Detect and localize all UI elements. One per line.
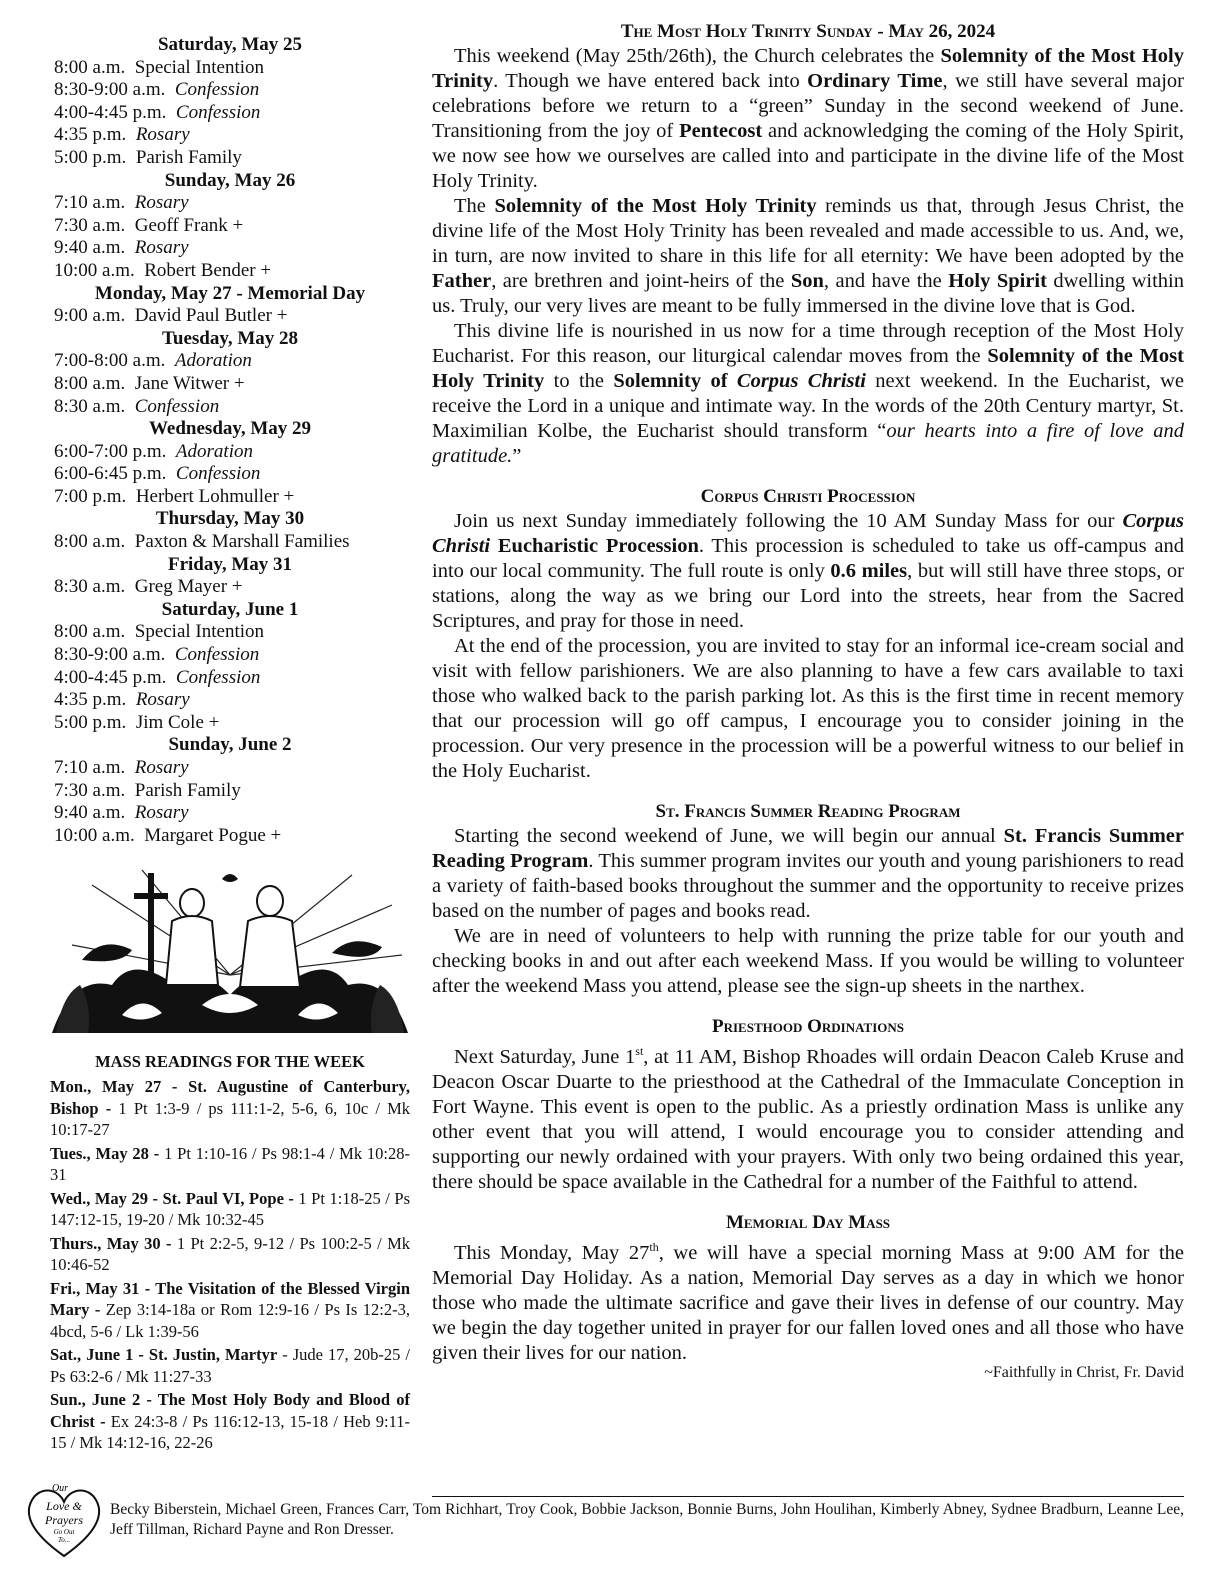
schedule-time: 8:30 a.m.: [54, 395, 126, 417]
schedule-entry: [50, 373, 410, 396]
logo-text-prayers: Prayers: [45, 1513, 83, 1527]
schedule-intention: David Paul Butler +: [134, 305, 288, 327]
schedule-intention: Rosary: [135, 124, 190, 146]
schedule-entry: [50, 486, 410, 509]
schedule-time: 4:00-4:45 p.m.: [54, 666, 167, 688]
schedule-intention: Rosary: [134, 192, 189, 214]
reading-day: Sat., June 1 - St. Justin, Martyr: [50, 1345, 278, 1365]
reading-program-title: St. Francis Summer Reading Program: [655, 801, 961, 822]
schedule-entry: [50, 215, 410, 238]
schedule-entry: [50, 441, 410, 464]
schedule-intention: Adoration: [174, 350, 252, 372]
schedule-intention: Confession: [175, 101, 261, 123]
reading-citations: Zep 3:14-18a or Rom 12:9-16 / Ps Is 12:2-3, 4bcd, 5-6 / Lk 1:39-56: [50, 1300, 410, 1341]
reading-citations: 1 Pt 1:3-9 / ps 111:1-2, 5-6, 6, 10c / Mk 10:17-27: [50, 1098, 411, 1140]
readings-title: MASS READINGS FOR THE WEEK: [95, 1052, 365, 1072]
schedule-time: 6:00-7:00 p.m.: [54, 440, 167, 462]
memorial-paragraph: This Monday, May 27th, we will have a special morning Mass at 9:00 AM for the Memorial Day Holiday. As a nation, Memorial Day serves as a day in which we honor those who made the ultimate sacrifice and gave their lives in defense of our country. May we begin the day together united in prayer for our fallen loved ones and all those who have given their lives for our nation.: [432, 1239, 1184, 1364]
schedule-time: 8:30-9:00 a.m.: [54, 79, 166, 101]
schedule-entry: [50, 576, 410, 599]
reading-day: Fri., May 31 - The Visitation of the Blessed Virgin Mary -: [50, 1278, 410, 1320]
schedule-day-heading: Tuesday, May 28: [161, 327, 299, 349]
schedule-time: 7:30 a.m.: [54, 779, 126, 801]
logo-text-to: To...: [57, 1536, 71, 1544]
schedule-time: 7:10 a.m.: [54, 757, 126, 778]
schedule-intention: Jim Cole +: [135, 711, 220, 733]
logo-text-our: Our: [51, 1483, 69, 1494]
reading-day: Mon., May 27 - St. Augustine of Canterbury, Bishop -: [50, 1077, 410, 1118]
schedule-day-heading: Monday, May 27 - Memorial Day: [94, 282, 366, 304]
reading-citations: Ex 24:3-8 / Ps 116:12-13, 15-18 / Heb 9:11-15 / Mk 14:12-16, 22-26: [50, 1411, 411, 1453]
schedule-entry: [50, 396, 410, 419]
procession-paragraph-1: Join us next Sunday immediately following the 10 AM Sunday Mass for our Corpus Christi Eucharistic Procession. This procession is scheduled to take us off-campus and into our local community. The full route is only 0.6 miles, but will still have three stops, or stations, along the way as we bring our Lord into the streets, hear from the Sacred Scriptures, and pray for those in need.: [432, 510, 1184, 632]
left-column: [50, 34, 410, 1454]
mass-schedule: [50, 34, 410, 847]
schedule-intention: Parish Family: [134, 779, 241, 801]
heart-logo-icon: [20, 1480, 108, 1560]
reading-citations: 1 Pt 2:2-5, 9-12 / Ps 100:2-5 / Mk 10:46-52: [50, 1233, 411, 1275]
schedule-intention: Robert Bender +: [144, 259, 272, 281]
footer-divider: [432, 1496, 1184, 1497]
schedule-time: 9:00 a.m.: [54, 305, 126, 327]
reading-item: [50, 1143, 410, 1186]
schedule-time: 8:00 a.m.: [54, 56, 126, 78]
right-column: [432, 20, 1184, 1382]
reading-item: [50, 1233, 410, 1276]
schedule-entry: [50, 802, 410, 825]
schedule-entry: [50, 124, 410, 147]
schedule-time: 5:00 p.m.: [54, 711, 127, 733]
schedule-time: 5:00 p.m.: [54, 146, 127, 168]
schedule-intention: Rosary: [134, 237, 189, 259]
schedule-entry: [50, 237, 410, 260]
schedule-time: 8:00 a.m.: [54, 531, 126, 553]
schedule-intention: Special Intention: [134, 56, 265, 78]
reading-day: Wed., May 29 - St. Paul VI, Pope -: [50, 1188, 294, 1208]
logo-text-go-out: Go Out: [53, 1528, 75, 1536]
logo-text-love: Love &: [46, 1499, 82, 1513]
ordinations-paragraph: Next Saturday, June 1st, at 11 AM, Bishop Rhoades will ordain Deacon Caleb Kruse and Deacon Oscar Duarte to the priesthood at the Cathedral of the Immaculate Conception in Fort Wayne. This event is open to the public. As a priestly ordination Mass is unlike any other event that you will attend, I would encourage you to consider attending and supporting our newly ordained with your prayers. With only two being ordained this year, there should be space available in the Cathedral for a number of the Faithful to attend.: [432, 1044, 1184, 1193]
schedule-entry: [50, 757, 410, 780]
schedule-entry: [50, 57, 410, 80]
reading-item: [50, 1278, 410, 1343]
schedule-entry: [50, 463, 410, 486]
schedule-entry: [50, 667, 410, 690]
schedule-time: 7:00-8:00 a.m.: [54, 350, 166, 372]
schedule-intention: Confession: [175, 463, 261, 485]
schedule-entry: [50, 531, 410, 554]
signature: ~Faithfully in Christ, Fr. David: [984, 1363, 1184, 1381]
schedule-time: 7:30 a.m.: [54, 214, 126, 236]
schedule-entry: [50, 192, 410, 215]
schedule-entry: [50, 305, 410, 328]
schedule-day-heading: Friday, May 31: [167, 553, 293, 575]
holy-trinity-illustration: [52, 865, 408, 1033]
schedule-intention: Confession: [134, 395, 220, 417]
trinity-paragraph-3: This divine life is nourished in us now for a time through reception of the Most Holy Eucharist. For this reason, our liturgical calendar moves from the Solemnity of the Most Holy Trinity to the Solemnity of Corpus Christi next weekend. In the Eucharist, we receive the Lord in a unique and intimate way. In the words of the 20th Century martyr, St. Maximilian Kolbe, the Eucharist should transform “our hearts into a fire of love and gratitude.”: [432, 320, 1185, 467]
schedule-time: 9:40 a.m.: [54, 802, 126, 824]
schedule-entry: [50, 780, 410, 803]
schedule-intention: Margaret Pogue +: [144, 824, 282, 846]
reading-item: [50, 1344, 410, 1387]
schedule-intention: Herbert Lohmuller +: [135, 485, 295, 507]
schedule-entry: [50, 350, 410, 373]
schedule-time: 7:10 a.m.: [54, 192, 126, 214]
reading-day: Sun., June 2 - The Most Holy Body and Blood of Christ -: [50, 1390, 410, 1431]
schedule-intention: Parish Family: [135, 146, 242, 168]
trinity-paragraph-1: This weekend (May 25th/26th), the Church celebrates the Solemnity of the Most Holy Trinity. Though we have entered back into Ordinary Time, we still have several major celebrations before we return to a “green” Sunday in the second weekend of June. Transitioning from the joy of Pentecost and acknowledging the coming of the Holy Spirit, we now see how we ourselves are called into and participate in the divine life of the Most Holy Trinity.: [432, 45, 1185, 192]
schedule-intention: Geoff Frank +: [134, 214, 244, 236]
reading-item: [50, 1188, 410, 1231]
schedule-intention: Greg Mayer +: [134, 576, 243, 598]
reading-citations: 1 Pt 1:18-25 / Ps 147:12-15, 19-20 / Mk 10:32-45: [50, 1188, 411, 1230]
schedule-time: 10:00 a.m.: [54, 259, 135, 281]
schedule-entry: [50, 621, 410, 644]
schedule-intention: Rosary: [134, 802, 189, 824]
reading-item: [50, 1389, 410, 1454]
reading-program-paragraph-2: We are in need of volunteers to help with running the prize table for our youth and checking books in and out after each weekend Mass. If you would be willing to volunteer after the weekend Mass you attend, please see the sign-up sheets in the narthex.: [432, 925, 1184, 997]
schedule-time: 10:00 a.m.: [54, 824, 135, 846]
schedule-time: 8:00 a.m.: [54, 372, 126, 394]
reading-day: Thurs., May 30 -: [50, 1233, 172, 1253]
reading-citations: - Jude 17, 20b-25 / Ps 63:2-6 / Mk 11:27-33: [50, 1345, 411, 1386]
schedule-intention: Confession: [174, 79, 260, 101]
trinity-paragraph-2: The Solemnity of the Most Holy Trinity reminds us that, through Jesus Christ, the divine life of the Most Holy Trinity has been revealed and made accessible to us. And, we, in turn, are now invited to share in this life for all eternity: We have been adopted by the Father, are brethren and joint-heirs of the Son, and have the Holy Spirit dwelling within us. Truly, our very lives are meant to be fully immersed in the divine love that is God.: [432, 195, 1185, 317]
schedule-entry: [50, 260, 410, 283]
schedule-day-heading: Sunday, May 26: [164, 169, 296, 191]
schedule-entry: [50, 102, 410, 125]
schedule-time: 4:00-4:45 p.m.: [54, 101, 167, 123]
schedule-entry: [50, 644, 410, 667]
schedule-day-heading: Thursday, May 30: [155, 508, 305, 530]
procession-title: Corpus Christi Procession: [700, 486, 916, 507]
schedule-time: 6:00-6:45 p.m.: [54, 463, 167, 485]
schedule-intention: Confession: [174, 644, 260, 666]
procession-paragraph-2: At the end of the procession, you are invited to stay for an informal ice-cream social and visit with fellow parishioners. We are also planning to have a few cars available to taxi those who walked back to the parish parking lot. As this is the first time in recent memory that our procession will go off campus, I encourage you to consider joining in the procession. Our very presence in the procession will be a powerful witness to our belief in the Holy Eucharist.: [432, 635, 1184, 782]
schedule-day-heading: Saturday, May 25: [157, 34, 303, 55]
schedule-intention: Adoration: [175, 440, 253, 462]
schedule-time: 4:35 p.m.: [54, 689, 127, 711]
schedule-entry: [50, 79, 410, 102]
schedule-time: 4:35 p.m.: [54, 124, 127, 146]
schedule-intention: Jane Witwer +: [134, 372, 245, 394]
schedule-day-heading: Sunday, June 2: [168, 734, 292, 756]
reading-program-paragraph-1: Starting the second weekend of June, we will begin our annual St. Francis Summer Reading Program. This summer program invites our youth and young parishioners to read a variety of faith-based books throughout the summer and the opportunity to receive prizes based on the number of pages and books read.: [432, 825, 1184, 922]
schedule-day-heading: Saturday, June 1: [161, 598, 299, 620]
schedule-time: 8:30-9:00 a.m.: [54, 644, 166, 666]
schedule-day-heading: Wednesday, May 29: [148, 418, 312, 440]
schedule-time: 8:00 a.m.: [54, 621, 126, 643]
reading-citations: 1 Pt 1:10-16 / Ps 98:1-4 / Mk 10:28-31: [50, 1143, 410, 1185]
schedule-intention: Paxton & Marshall Families: [134, 531, 350, 553]
schedule-entry: [50, 147, 410, 170]
memorial-title: Memorial Day Mass: [725, 1211, 891, 1233]
schedule-intention: Rosary: [135, 689, 190, 711]
schedule-intention: Special Intention: [134, 621, 265, 643]
reading-item: [50, 1076, 410, 1141]
schedule-time: 9:40 a.m.: [54, 237, 126, 259]
trinity-title: The Most Holy Trinity Sunday - May 26, 2024: [620, 21, 996, 42]
schedule-entry: [50, 825, 410, 848]
readings-list: [50, 1076, 410, 1454]
prayer-list-names: Becky Biberstein, Michael Green, Frances Carr, Tom Richhart, Troy Cook, Bobbie Jackson, Bonnie Burns, John Houlihan, Kimberly Abney, Sydnee Bradburn, Leanne Lee, Jeff Tillman, Richard Payne and Ron Dresser.: [110, 1501, 1184, 1538]
reading-day: Tues., May 28 -: [50, 1143, 160, 1163]
schedule-entry: [50, 712, 410, 735]
schedule-time: 8:30 a.m.: [54, 576, 126, 598]
schedule-intention: Rosary: [134, 757, 189, 778]
schedule-intention: Confession: [175, 666, 261, 688]
schedule-time: 7:00 p.m.: [54, 485, 127, 507]
schedule-entry: [50, 689, 410, 712]
ordinations-title: Priesthood Ordinations: [712, 1016, 904, 1037]
